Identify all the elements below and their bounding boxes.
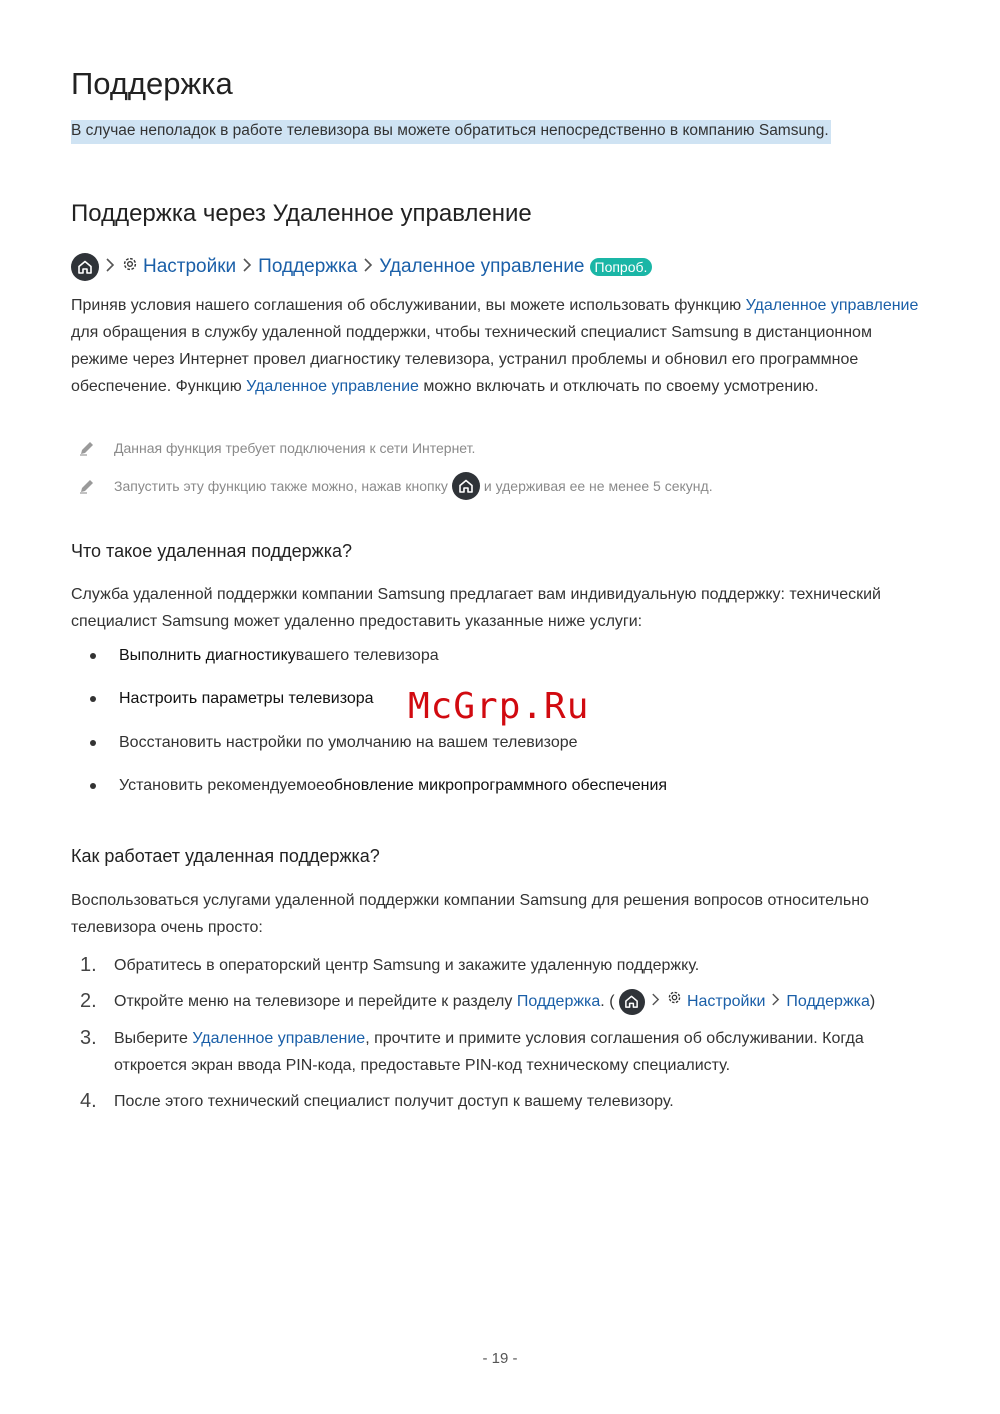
menu-path [71,252,652,282]
list-item: Настроить параметры телевизора [90,690,374,708]
chevron-right-icon [651,988,660,1015]
chevron-right-icon [771,988,780,1015]
step-item: 1. Обратитесь в операторский центр Samsung и закажите удаленную поддержку. [80,954,700,976]
list-item: Восстановить настройки по умолчанию на вашем телевизоре [90,734,578,752]
pencil-note-icon [78,477,96,495]
home-icon [452,472,480,500]
note-internet: Данная функция требует подключения к сети Интернет. [78,439,475,457]
page-title: Поддержка [71,66,233,101]
how-heading: Как работает удаленная поддержка? [71,846,380,866]
step-item: 4. После этого технический специалист получит доступ к вашему телевизору. [80,1090,674,1112]
pencil-note-icon [78,439,96,457]
page-number: - 19 - [482,1350,518,1367]
list-item: Выполнить диагностику вашего телевизора [90,647,439,665]
remote-management-link: Удаленное управление [745,297,919,314]
try-now-badge: Попроб. [590,258,653,276]
note-home-button: Запустить эту функцию также можно, нажав кнопку и удерживая ее не менее 5 секунд. [78,472,713,500]
how-paragraph: Воспользоваться услугами удаленной поддержки компании Samsung для решения вопросов относительно телевизора очень просто: [71,892,869,936]
chevron-right-icon [105,256,115,278]
path-item-support: Поддержка [258,256,358,277]
home-icon [619,989,645,1015]
step-item: 2. Откройте меню на телевизоре и перейдите к разделу Поддержка. ( Настройки Поддержка ) [80,988,940,1015]
remote-management-link: Удаленное управление [246,378,419,395]
what-paragraph: Служба удаленной поддержки компании Samsung предлагает вам индивидуальную поддержку: технический специалист Samsung может удаленно предоставить указанные ниже услуги: [71,586,881,630]
watermark: McGrp.Ru [408,686,590,727]
step-item: 3. Выберите Удаленное управление, прочтите и примите условия соглашения об обслуживании. Когда откроется экран ввода PIN-кода, предоставьте PIN-код техническому специалисту. [80,1027,864,1074]
intro-text: В случае неполадок в работе телевизора вы можете обратиться непосредственно в компанию Samsung. [71,120,831,144]
chevron-right-icon [242,256,252,278]
chevron-right-icon [363,256,373,278]
settings-gear-icon [666,988,683,1015]
home-icon [71,253,99,281]
path-item-remote-management: Удаленное управление [379,256,585,277]
path-item-settings: Настройки [143,256,237,277]
inline-menu-path: Настройки Поддержка ) [619,988,875,1015]
support-link: Поддержка [516,993,601,1010]
what-heading: Что такое удаленная поддержка? [71,541,352,561]
list-item: Установить рекомендуемое обновление микропрограммного обеспечения [90,777,667,795]
remote-management-link: Удаленное управление [192,1030,366,1047]
section-paragraph: Приняв условия нашего соглашения об обслуживании, вы можете использовать функцию Удаленное управление для обращения в службу удаленной поддержки, чтобы технический специалист Samsung в дистанционном режиме через Интернет провел диагностику телевизора, устранил проблемы и обновил его программное обеспечение. Функцию Удаленное управление можно включать и отключать по своему усмотрению. [71,297,919,395]
settings-gear-icon [121,255,139,279]
section-title: Поддержка через Удаленное управление [71,200,532,227]
